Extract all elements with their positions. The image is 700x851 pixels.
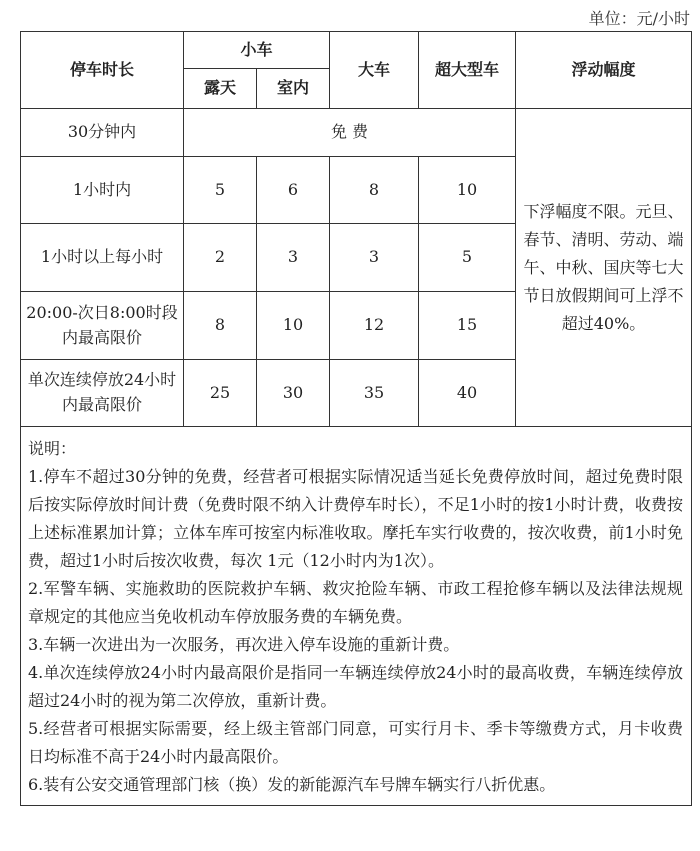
price-indoor: 6: [257, 157, 330, 224]
header-small-car: 小车: [184, 32, 330, 69]
price-large: 35: [330, 360, 419, 427]
header-float-range: 浮动幅度: [516, 32, 692, 109]
table-row: [21, 109, 692, 157]
price-large: 12: [330, 292, 419, 360]
unit-note: 单位：元/小时: [588, 9, 690, 28]
price-open-air: 25: [184, 360, 257, 427]
price-large: 8: [330, 157, 419, 224]
row-label: 1小时以上每小时: [21, 224, 184, 292]
price-extra-large: 5: [419, 224, 516, 292]
header-extra-large-car: 超大型车: [419, 32, 516, 109]
note-item: 3.车辆一次进出为一次服务，再次进入停车设施的重新计费。: [28, 635, 460, 654]
price-extra-large: 15: [419, 292, 516, 360]
row-label: 1小时内: [21, 157, 184, 224]
price-indoor: 10: [257, 292, 330, 360]
parking-fee-table: [20, 31, 692, 806]
price-large: 3: [330, 224, 419, 292]
price-open-air: 5: [184, 157, 257, 224]
row-label: 单次连续停放24小时内最高限价: [21, 360, 184, 427]
note-item: 4.单次连续停放24小时内最高限价是指同一车辆连续停放24小时的最高收费，车辆连续停放超过24小时的视为第二次停放，重新计费。: [28, 663, 684, 710]
free-cell: 免 费: [184, 109, 516, 157]
price-extra-large: 40: [419, 360, 516, 427]
price-open-air: 2: [184, 224, 257, 292]
note-item: 5.经营者可根据实际需要，经上级主管部门同意，可实行月卡、季卡等缴费方式，月卡收费日均标准不高于24小时内最高限价。: [28, 719, 684, 766]
note-item: 2.军警车辆、实施救助的医院救护车辆、救灾抢险车辆、市政工程抢修车辆以及法律法规规章规定的其他应当免收机动车停放服务费的车辆免费。: [28, 579, 684, 626]
header-duration: 停车时长: [21, 32, 184, 109]
price-indoor: 3: [257, 224, 330, 292]
note-item: 1.停车不超过30分钟的免费，经营者可根据实际情况适当延长免费停放时间，超过免费时限后按实际停放时间计费（免费时限不纳入计费停车时长），不足1小时的按1小时计费，收费按上述标准累加计算；立体车库可按室内标准收取。摩托车实行收费的，按次收费，前1小时免费，超过1小时后按次收费，每次 1元（12小时内为1次）。: [28, 467, 684, 570]
header-open-air: 露天: [184, 69, 257, 109]
price-open-air: 8: [184, 292, 257, 360]
row-label: 20:00-次日8:00时段内最高限价: [21, 292, 184, 360]
float-range-text: 下浮幅度不限。元旦、春节、清明、劳动、端午、中秋、国庆等七大节日放假期间可上浮不超过40%。: [516, 109, 692, 427]
price-extra-large: 10: [419, 157, 516, 224]
notes-section: [21, 427, 692, 806]
row-label: 30分钟内: [21, 109, 184, 157]
header-indoor: 室内: [257, 69, 330, 109]
note-item: 6.装有公安交通管理部门核（换）发的新能源汽车号牌车辆实行八折优惠。: [28, 775, 556, 794]
notes-title: 说明：: [28, 439, 77, 458]
header-large-car: 大车: [330, 32, 419, 109]
price-indoor: 30: [257, 360, 330, 427]
